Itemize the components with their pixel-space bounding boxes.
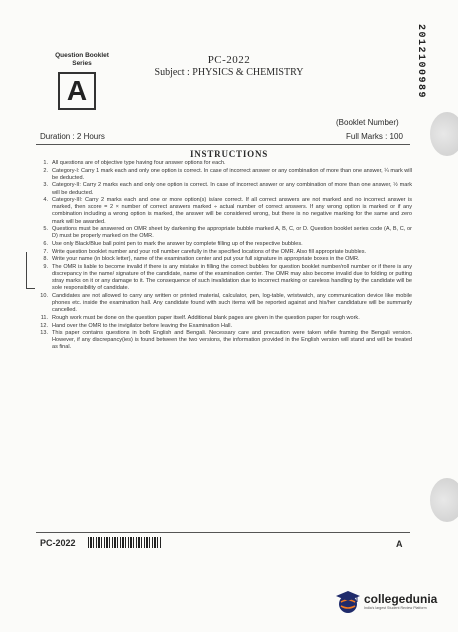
instruction-item	[36, 256, 412, 263]
booklet-number-label: (Booklet Number)	[336, 118, 399, 127]
divider-bottom	[36, 532, 410, 533]
brand-name: collegedunia	[364, 592, 438, 606]
instruction-item	[36, 249, 412, 256]
graduation-cap-globe-icon	[335, 589, 361, 615]
booklet-serial-number: 2012100989	[415, 24, 426, 100]
instruction-number: 8.	[43, 256, 48, 263]
instruction-number: 3.	[43, 182, 48, 189]
instruction-text: All questions are of objective type having four answer options for each.	[52, 160, 226, 166]
collegedunia-logo	[335, 582, 453, 622]
instruction-item	[36, 197, 412, 225]
margin-mark	[26, 252, 35, 289]
instruction-text: Write question booklet number and your roll number carefully in the specified locations of the OMR. Also fill appropriate bubbles.	[52, 248, 367, 255]
instruction-number: 10.	[40, 293, 48, 300]
subject-title: Subject : PHYSICS & CHEMISTRY	[154, 67, 304, 78]
instruction-text: Hand over the OMR to the invigilator before leaving the Examination Hall.	[52, 322, 233, 329]
watermark-seal-icon	[430, 478, 458, 522]
instruction-number: 6.	[43, 241, 48, 247]
instruction-number: 11.	[40, 314, 48, 321]
instruction-text: Category-III: Carry 2 marks each and one or more option(s) is/are correct. If all correct answers are not marked and no incorrect answer is marked, then score = 2 × number of correct answers marked ÷ actual number of correct answers. If any wrong option is marked or if any combination including a wrong option is marked, the answer will be considered wrong, but there is no negative marking for the same and zero mark will be awarded.	[52, 197, 412, 225]
divider-top	[36, 144, 410, 145]
instructions-list	[36, 160, 412, 352]
instruction-item	[36, 168, 412, 182]
full-marks: Full Marks : 100	[346, 132, 403, 141]
brand-tagline: India's largest Student Review Platform	[364, 606, 427, 610]
instructions-title: INSTRUCTIONS	[189, 149, 269, 159]
instruction-text: Write your name (in block letter), name of the examination center and put your full signature in appropriate boxes in the OMR.	[52, 256, 360, 263]
question-booklet-series-label: Question Booklet Series	[55, 52, 109, 67]
instruction-item	[36, 241, 412, 248]
instruction-number: 13.	[40, 330, 48, 337]
instruction-item	[36, 330, 412, 351]
instruction-item	[36, 160, 412, 167]
duration: Duration : 2 Hours	[40, 132, 105, 141]
instruction-text: This paper contains questions in both English and Bengali. Necessary care and precaution were taken while framing the Bengali version. However, if any discrepancy(ies) is found between the two versions, the information provided in the English version will stand and will be treated as final.	[52, 330, 412, 351]
instruction-text: The OMR is liable to become invalid if there is any mistake in filling the correct bubbles for question booklet number/roll number or if there is any discrepancy in the name/ signature of the candidate, name of the examination center. The OMR may also become invalid due to folding or putting stray marks on it or any damage to it. The consequence of such invalidation due to incorrect marking or careless handling by the candidate will be sole responsibility of candidate.	[52, 264, 412, 292]
instruction-text: Use only Black/Blue ball point pen to mark the answer by complete filling up of the respective bubbles.	[52, 241, 303, 247]
instruction-item	[36, 293, 412, 314]
instruction-number: 2.	[43, 167, 48, 174]
paper-code: PC-2022	[207, 54, 251, 66]
instruction-text: Questions must be answered on OMR sheet by darkening the appropriate bubble marked A, B, C, or D. Question booklet series code (A, B, C, or D) must be properly marked on the OMR.	[52, 226, 412, 240]
instruction-item	[36, 323, 412, 330]
instruction-number: 4.	[43, 197, 48, 204]
barcode-icon	[88, 537, 162, 548]
instruction-number: 7.	[43, 248, 48, 255]
instruction-number: 1.	[43, 160, 48, 166]
instruction-item	[36, 264, 412, 292]
instruction-text: Candidates are not allowed to carry any written or printed material, calculator, pen, log-table, wristwatch, any communication device like mobile phones etc. inside the examination hall. Any candidate found with such items will be reported against and his/her candidature will be summarily cancelled.	[52, 293, 412, 314]
series-letter: A	[66, 75, 88, 106]
footer-series-letter: A	[396, 539, 403, 549]
instruction-text: Category-I: Carry 1 mark each and only one option is correct. In case of incorrect answer or any combination of more than one answer, ¼ mark will be deducted.	[52, 167, 412, 181]
instruction-number: 12.	[40, 322, 48, 329]
footer-paper-code: PC-2022	[40, 538, 76, 548]
instruction-text: Category-II: Carry 2 marks each and only one option is correct. In case of incorrect answer or any combination of more than one answer, ½ mark will be deducted.	[52, 182, 412, 196]
instruction-number: 9.	[43, 264, 48, 271]
instruction-text: Rough work must be done on the question paper itself. Additional blank pages are given in the question paper for rough work.	[52, 314, 360, 321]
instruction-item	[36, 226, 412, 240]
instruction-item	[36, 315, 412, 322]
instruction-item	[36, 182, 412, 196]
instruction-number: 5.	[43, 226, 48, 233]
